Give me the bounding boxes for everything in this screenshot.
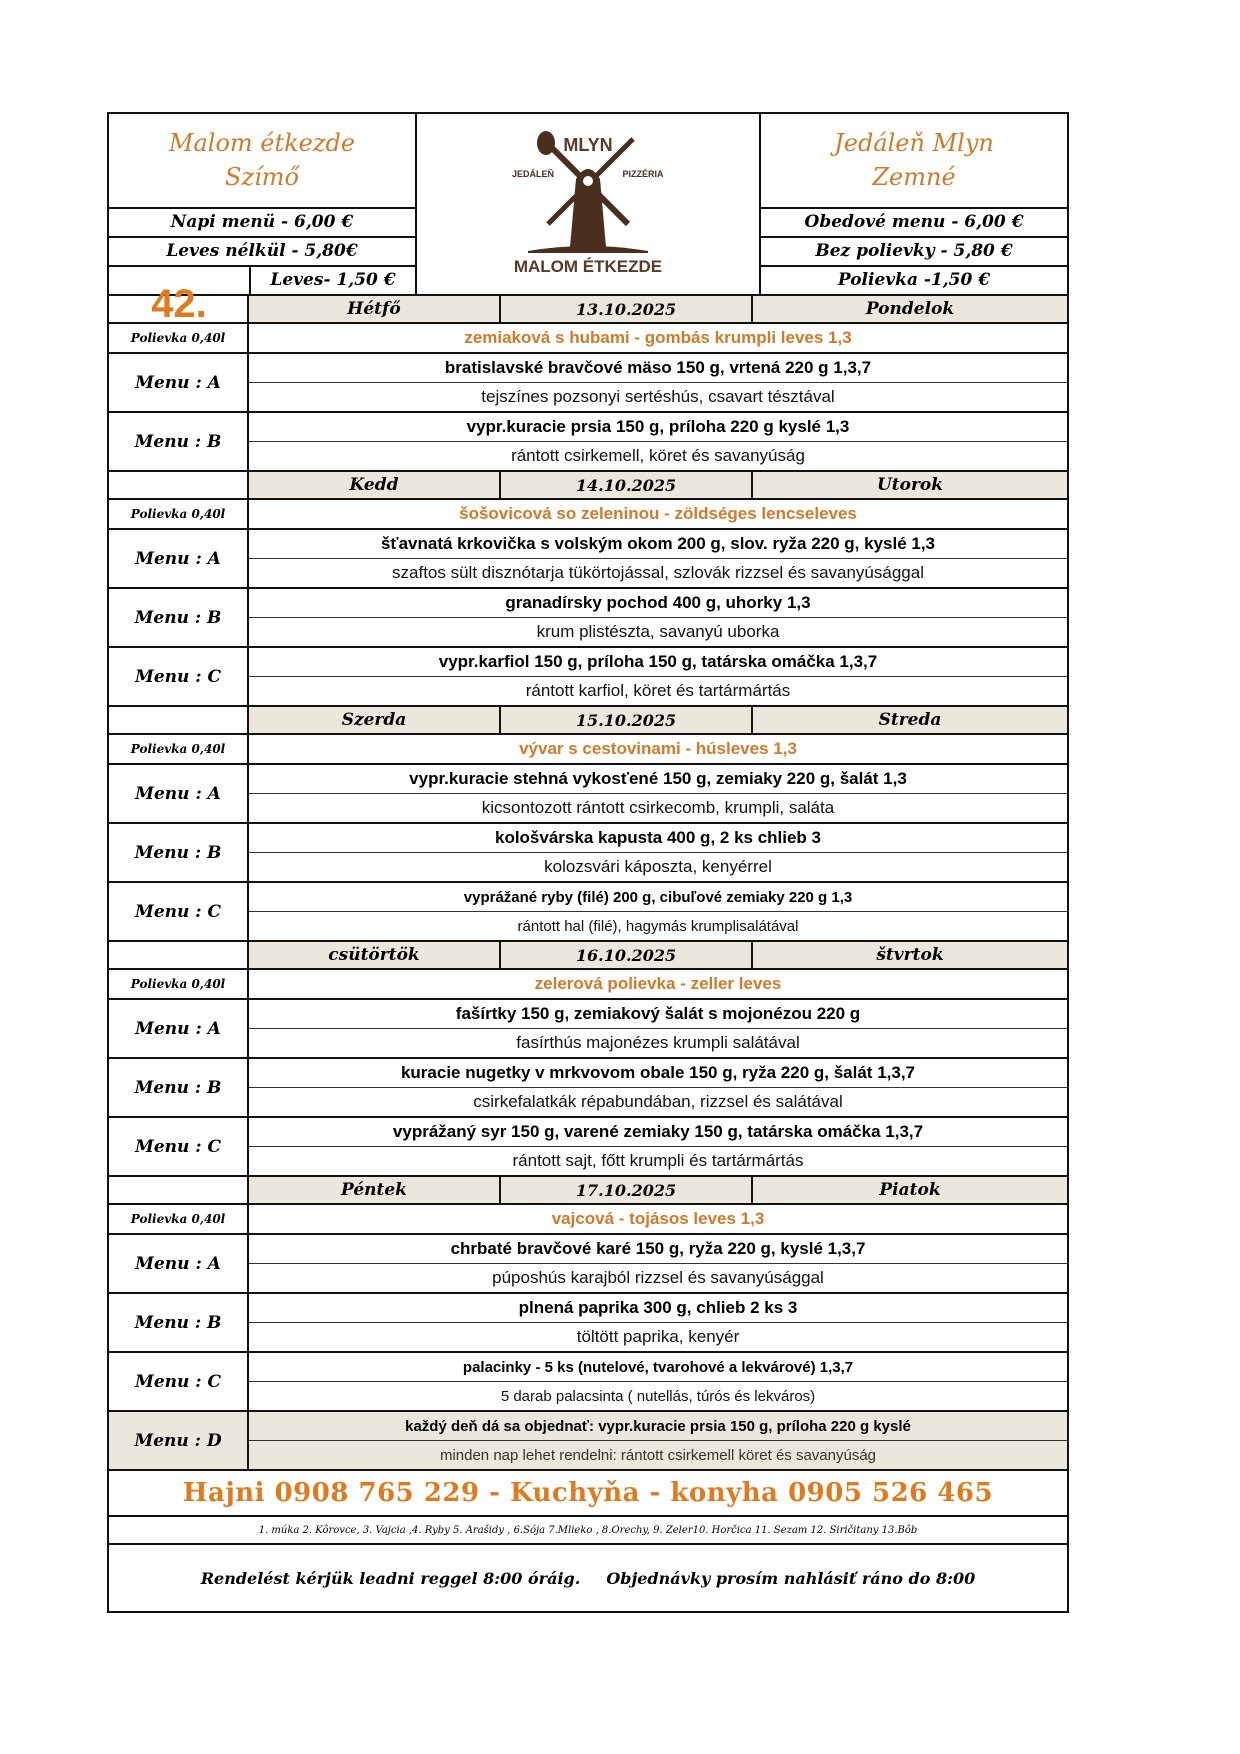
menu-item-hu: rántott sajt, főtt krumpli és tartármártás: [512, 1151, 804, 1170]
menu-item-sk: plnená paprika 300 g, chlieb 2 ks 3: [249, 1294, 1067, 1323]
menu-row: [109, 413, 1067, 472]
menu-row: [109, 1118, 1067, 1177]
menu-item-sk: vypr.kuracie prsia 150 g, príloha 220 g kyslé 1,3: [249, 413, 1067, 442]
menu-row: [109, 1000, 1067, 1059]
day-name-hu: Kedd: [249, 472, 501, 498]
logo-top-text: MLYN: [563, 135, 613, 155]
logo-left-text: JEDÁLEŇ: [511, 169, 555, 179]
menu-label: Menu : B: [109, 413, 249, 470]
menu-label: Menu : B: [109, 589, 249, 646]
price-daily-menu-hu: Napi menü - 6,00 €: [109, 209, 415, 238]
menu-row: [109, 824, 1067, 883]
order-notice: [109, 1545, 1067, 1611]
soup-row: [109, 970, 1067, 1000]
price-daily-menu-sk: Obedové menu - 6,00 €: [761, 209, 1067, 238]
menu-label: Menu : B: [109, 1059, 249, 1116]
day-date: 14.10.2025: [501, 472, 753, 498]
day-name-sk: Pondelok: [865, 299, 955, 319]
days-container: [109, 296, 1067, 1412]
restaurant-name-line2: Szímő: [225, 163, 299, 192]
price-soup-hu: Leves- 1,50 €: [270, 270, 396, 291]
day-name-hu: csütörtök: [249, 942, 501, 968]
menu-item-sk: granadírsky pochod 400 g, uhorky 1,3: [249, 589, 1067, 618]
contact-phones: Hajni 0908 765 229 - Kuchyňa - konyha 0905 526 465: [109, 1471, 1067, 1517]
price-no-soup-hu: Leves nélkül - 5,80€: [109, 238, 415, 267]
day-header-row: [109, 472, 1067, 500]
day-name-hu: Hétfő: [249, 296, 501, 322]
logo: [415, 114, 761, 294]
menu-item-hu: púposhús karajból rizzsel és savanyúsággal: [492, 1268, 824, 1287]
menu-label: Menu : C: [109, 1353, 249, 1410]
menu-d-row: [109, 1412, 1067, 1471]
restaurant-name-line1: Jedáleň Mlyn: [834, 129, 994, 158]
menu-item-sk: šťavnatá krkovička s volským okom 200 g, slov. ryža 220 g, kyslé 1,3: [249, 530, 1067, 559]
menu-item-hu: csirkefalatkák répabundában, rizzsel és salátával: [473, 1092, 843, 1111]
soup-name: vajcová - tojásos leves 1,3: [551, 1209, 765, 1228]
menu-item-sk: vyprážané ryby (filé) 200 g, cibuľové zemiaky 220 g 1,3: [249, 883, 1067, 912]
menu-d-hu: minden nap lehet rendelni: rántott csirkemell köret és savanyúság: [439, 1446, 877, 1464]
menu-label: Menu : A: [109, 1000, 249, 1057]
soup-row: [109, 324, 1067, 354]
menu-row: [109, 589, 1067, 648]
price-no-soup-sk: Bez polievky - 5,80 €: [761, 238, 1067, 267]
soup-name: šošovicová so zeleninou - zöldséges lencseleves: [459, 504, 857, 523]
menu-item-sk: fašírtky 150 g, zemiakový šalát s mojonézou 220 g: [249, 1000, 1067, 1029]
menu-item-hu: tejszínes pozsonyi sertéshús, csavart tésztával: [481, 387, 835, 406]
soup-label: Polievka 0,40l: [109, 970, 249, 998]
menu-label: Menu : A: [109, 354, 249, 411]
header-left: [109, 114, 415, 294]
menu-row: [109, 1059, 1067, 1118]
menu-row: [109, 883, 1067, 942]
soup-name: zelerová polievka - zeller leves: [534, 974, 782, 993]
windmill-icon: [498, 129, 678, 279]
soup-name: vývar s cestovinami - húsleves 1,3: [519, 739, 797, 758]
menu-row: [109, 1235, 1067, 1294]
menu-item-hu: krum plistészta, savanyú uborka: [536, 622, 780, 641]
menu-item-hu: kolozsvári káposzta, kenyérrel: [544, 857, 772, 876]
logo-right-text: PIZZÉRIA: [622, 169, 664, 179]
menu-label: Menu : A: [109, 1235, 249, 1292]
menu-label: Menu : C: [109, 883, 249, 940]
menu-item-hu: töltött paprika, kenyér: [576, 1327, 740, 1346]
logo-bottom-text: MALOM ÉTKEZDE: [513, 257, 663, 276]
day-date: 13.10.2025: [501, 296, 753, 322]
header-right: [761, 114, 1067, 294]
menu-label: Menu : B: [109, 1294, 249, 1351]
menu-item-hu: rántott csirkemell, köret és savanyúság: [511, 446, 805, 465]
menu-item-sk: kološvárska kapusta 400 g, 2 ks chlieb 3: [249, 824, 1067, 853]
menu-label: Menu : A: [109, 765, 249, 822]
price-soup-sk: Polievka -1,50 €: [837, 270, 991, 291]
menu-item-hu: rántott hal (filé), hagymás krumplisalátával: [517, 917, 799, 935]
day-name-hu: Szerda: [249, 707, 501, 733]
soup-row: [109, 735, 1067, 765]
soup-label: Polievka 0,40l: [109, 324, 249, 352]
restaurant-name-hu: [109, 114, 415, 209]
day-date: 17.10.2025: [501, 1177, 753, 1203]
allergen-legend: 1. múka 2. Kôrovce, 3. Vajcia ,4. Ryby 5. Arašidy , 6.Sója 7.Mlieko , 8.Orechy, 9. Zeler10. Horčica 11. Sezam 12. Siričitany 13.Bôb: [109, 1517, 1067, 1545]
day-name-hu: Péntek: [249, 1177, 501, 1203]
day-date: 15.10.2025: [501, 707, 753, 733]
menu-row: [109, 354, 1067, 413]
order-notice-hu: Rendelést kérjük leadni reggel 8:00 óráig.: [200, 1568, 581, 1588]
menu-label: Menu : A: [109, 530, 249, 587]
soup-row: [109, 1205, 1067, 1235]
menu-item-hu: fasírthús majonézes krumpli salátával: [516, 1033, 800, 1052]
soup-label: Polievka 0,40l: [109, 1205, 249, 1233]
day-name-sk: Streda: [878, 710, 942, 730]
menu-d-sk: každý deň dá sa objednať: vypr.kuracie prsia 150 g, príloha 220 g kyslé: [249, 1412, 1067, 1441]
order-notice-sk: Objednávky prosím nahlásiť ráno do 8:00: [606, 1568, 976, 1588]
menu-item-sk: palacinky - 5 ks (nutelové, tvarohové a lekvárové) 1,3,7: [249, 1353, 1067, 1382]
header: [109, 114, 1067, 296]
day-header-row: [109, 707, 1067, 735]
menu-item-sk: chrbaté bravčové karé 150 g, ryža 220 g, kyslé 1,3,7: [249, 1235, 1067, 1264]
menu-item-hu: 5 darab palacsinta ( nutellás, túrós és lekváros): [500, 1387, 816, 1405]
day-date: 16.10.2025: [501, 942, 753, 968]
menu-row: [109, 1294, 1067, 1353]
menu-item-sk: kuracie nugetky v mrkvovom obale 150 g, ryža 220 g, šalát 1,3,7: [249, 1059, 1067, 1088]
menu-item-sk: bratislavské bravčové mäso 150 g, vrtená 220 g 1,3,7: [249, 354, 1067, 383]
weekly-menu-sheet: [107, 112, 1069, 1613]
menu-row: [109, 530, 1067, 589]
menu-label: Menu : B: [109, 824, 249, 881]
menu-item-hu: kicsontozott rántott csirkecomb, krumpli, saláta: [481, 798, 835, 817]
soup-label: Polievka 0,40l: [109, 735, 249, 763]
day-header-row: [109, 942, 1067, 970]
menu-item-sk: vyprážaný syr 150 g, varené zemiaky 150 g, tatárska omáčka 1,3,7: [249, 1118, 1067, 1147]
menu-row: [109, 765, 1067, 824]
soup-row: [109, 500, 1067, 530]
day-name-sk: Piatok: [879, 1180, 941, 1200]
restaurant-name-line2: Zemné: [872, 163, 956, 192]
menu-label: Menu : C: [109, 648, 249, 705]
day-name-sk: štvrtok: [876, 945, 944, 965]
menu-item-hu: szaftos sült disznótarja tükörtojással, szlovák rizzsel és savanyúsággal: [392, 563, 924, 582]
menu-label: Menu : D: [109, 1412, 249, 1469]
menu-item-sk: vypr.kuracie stehná vykosťené 150 g, zemiaky 220 g, šalát 1,3: [249, 765, 1067, 794]
menu-label: Menu : C: [109, 1118, 249, 1175]
menu-item-hu: rántott karfiol, köret és tartármártás: [525, 681, 791, 700]
day-name-sk: Utorok: [876, 475, 944, 495]
soup-name: zemiaková s hubami - gombás krumpli leves 1,3: [464, 328, 852, 347]
restaurant-name-sk: [761, 114, 1067, 209]
day-header-row: [109, 296, 1067, 324]
menu-row: [109, 1353, 1067, 1412]
day-header-row: [109, 1177, 1067, 1205]
menu-item-sk: vypr.karfiol 150 g, príloha 150 g, tatárska omáčka 1,3,7: [249, 648, 1067, 677]
restaurant-name-line1: Malom étkezde: [168, 129, 356, 158]
menu-row: [109, 648, 1067, 707]
week-number: 42.: [151, 281, 207, 326]
soup-label: Polievka 0,40l: [109, 500, 249, 528]
